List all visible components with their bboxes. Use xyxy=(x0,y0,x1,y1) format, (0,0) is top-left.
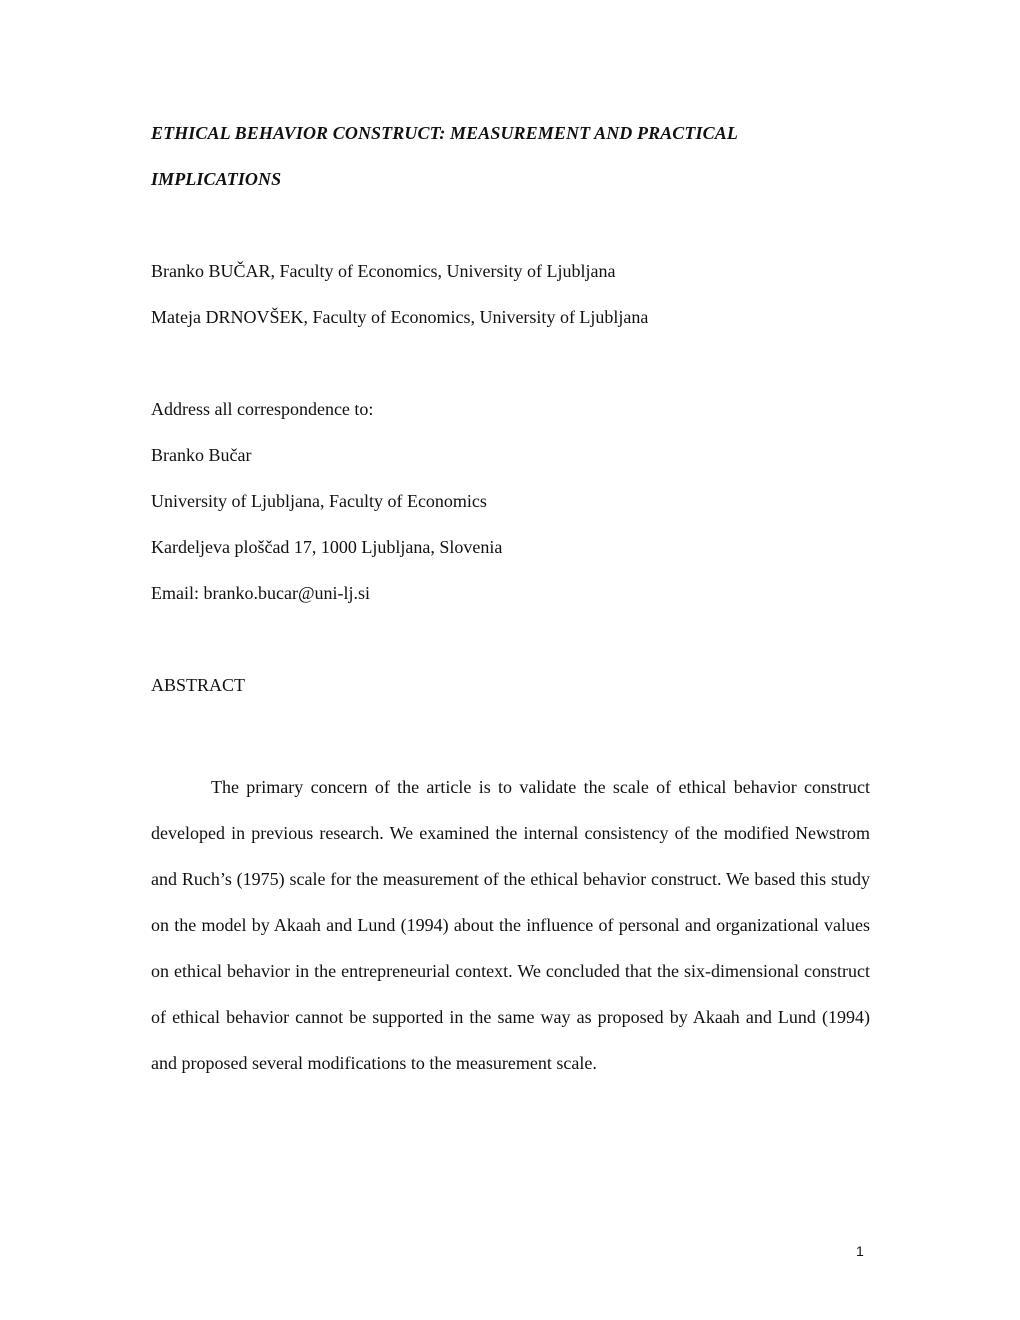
paper-title-line-1: ETHICAL BEHAVIOR CONSTRUCT: MEASUREMENT AND PRACTICAL xyxy=(151,123,738,143)
paper-title-line-2: IMPLICATIONS xyxy=(151,169,282,189)
correspondence-email[interactable]: Email: branko.bucar@uni-lj.si xyxy=(151,583,371,603)
author-1: Branko BUČAR, Faculty of Economics, University of Ljubljana xyxy=(151,261,616,281)
correspondence-affiliation: University of Ljubljana, Faculty of Economics xyxy=(151,491,487,511)
abstract-paragraph: The primary concern of the article is to validate the scale of ethical behavior construct developed in previous research. We examined the internal consistency of the modified Newstrom and Ruch’s (1975) scale for the measurement of the ethical behavior construct. We based this study on the model by Akaah and Lund (1994) about the influence of personal and organizational values on ethical behavior in the entrepreneurial context. We concluded that the six-dimensional construct of ethical behavior cannot be supported in the same way as proposed by Akaah and Lund (1994) and proposed several modifications to the measurement scale. xyxy=(151,777,870,1073)
abstract-heading: ABSTRACT xyxy=(151,675,246,695)
correspondence-address: Kardeljeva ploščad 17, 1000 Ljubljana, Slovenia xyxy=(151,537,503,557)
correspondence-heading: Address all correspondence to: xyxy=(151,399,374,419)
page-number: 1 xyxy=(856,1243,864,1259)
correspondence-name: Branko Bučar xyxy=(151,445,252,465)
author-2: Mateja DRNOVŠEK, Faculty of Economics, University of Ljubljana xyxy=(151,307,649,327)
